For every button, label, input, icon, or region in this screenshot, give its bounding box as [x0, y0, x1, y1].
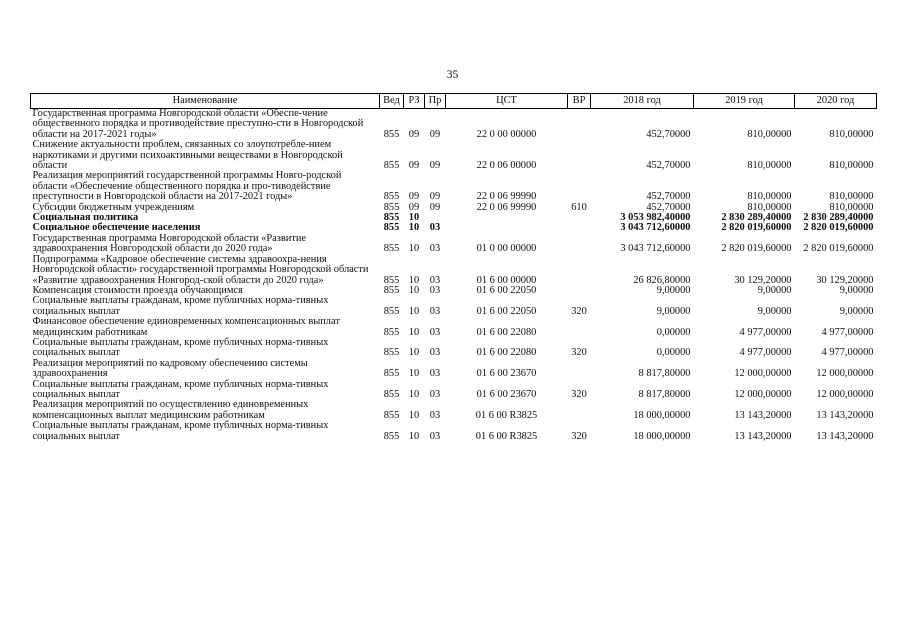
- row-amount-2018: 8 817,80000: [638, 388, 691, 400]
- row-amount-2020: 9,00000: [839, 305, 874, 317]
- row-amount-2019: 30 129,20000: [734, 274, 792, 286]
- row-pr: 03: [429, 284, 441, 296]
- row-ved: 855: [383, 284, 400, 296]
- header-cst: ЦСТ: [446, 94, 568, 109]
- row-pr: 03: [429, 243, 441, 255]
- row-vr: [568, 213, 591, 223]
- row-amount-2019: 4 977,00000: [739, 347, 792, 359]
- row-vr: [568, 140, 591, 171]
- row-rz: 10: [408, 274, 420, 286]
- row-amount-2019: 2 820 019,60000: [721, 222, 792, 234]
- row-name: Субсидии бюджетным учреждениям: [32, 201, 195, 213]
- row-vr: 320: [571, 430, 587, 442]
- header-pr: Пр: [425, 94, 446, 109]
- row-amount-2019: 9,00000: [757, 284, 792, 296]
- table-header-row: [31, 94, 877, 109]
- row-ved: 855: [383, 201, 400, 213]
- row-pr: 03: [429, 222, 441, 234]
- row-name: Государственная программа Новгородской области «Развитие здравоохранения Новгородской области до 2020 года»: [32, 232, 307, 255]
- row-pr: 03: [429, 430, 441, 442]
- row-ved: 855: [383, 191, 400, 203]
- page-number: 35: [446, 69, 459, 81]
- row-amount-2018: 3 043 712,60000: [620, 222, 691, 234]
- row-amount-2018: 452,70000: [646, 191, 691, 203]
- row-amount-2020: 810,00000: [829, 128, 874, 140]
- row-amount-2020: 2 820 019,60000: [803, 243, 874, 255]
- row-amount-2020: 810,00000: [829, 160, 874, 172]
- row-vr: [568, 359, 591, 380]
- row-ved: 855: [383, 222, 400, 234]
- row-amount-2019: 810,00000: [747, 191, 792, 203]
- row-vr: [568, 234, 591, 255]
- row-amount-2020: 12 000,00000: [816, 368, 874, 380]
- row-amount-2019: 810,00000: [747, 201, 792, 213]
- row-rz: 10: [408, 409, 420, 421]
- row-amount-2020: 13 143,20000: [816, 430, 874, 442]
- row-rz: 10: [408, 368, 420, 380]
- header-rz: РЗ: [404, 94, 425, 109]
- row-amount-2020: 4 977,00000: [821, 347, 874, 359]
- row-cst: 01 6 00 22050: [476, 284, 537, 296]
- row-name: Социальное обеспечение населения: [32, 222, 201, 234]
- row-amount-2019: 12 000,00000: [734, 388, 792, 400]
- row-amount-2020: 13 143,20000: [816, 409, 874, 421]
- row-pr: 09: [429, 160, 441, 172]
- header-2018: 2018 год: [591, 94, 694, 109]
- table-row: [31, 421, 877, 442]
- row-name: Социальные выплаты гражданам, кроме публичных норма-тивных социальных выплат: [32, 295, 329, 317]
- row-ved: 855: [383, 326, 400, 338]
- row-vr: [568, 255, 591, 286]
- row-cst: 01 6 00 22080: [476, 347, 537, 359]
- row-cst: 22 0 06 00000: [476, 160, 537, 172]
- row-amount-2019: 810,00000: [747, 160, 792, 172]
- table-row: [31, 234, 877, 255]
- table-row: [31, 380, 877, 401]
- row-ved: 855: [383, 347, 400, 359]
- row-amount-2020: 4 977,00000: [821, 326, 874, 338]
- table-row: [31, 255, 877, 286]
- row-rz: 10: [408, 222, 420, 234]
- row-amount-2018: 8 817,80000: [638, 368, 691, 380]
- row-rz: 09: [408, 191, 420, 203]
- header-ved: Вед: [380, 94, 404, 109]
- row-amount-2020: 9,00000: [839, 284, 874, 296]
- table-row: [31, 359, 877, 380]
- row-name: Социальные выплаты гражданам, кроме публичных норма-тивных социальных выплат: [32, 336, 329, 359]
- row-amount-2020: 30 129,20000: [816, 274, 874, 286]
- row-rz: 10: [408, 326, 420, 338]
- row-name: Снижение актуальности проблем, связанных со злоупотребле-нием наркотиками и другими психоактивными веществами в Новгородской области: [32, 139, 343, 172]
- row-pr: 09: [429, 201, 441, 213]
- header-vr: ВР: [568, 94, 591, 109]
- row-amount-2020: 2 820 019,60000: [803, 222, 874, 234]
- row-cst: 01 6 00 23670: [476, 388, 537, 400]
- row-amount-2020: 2 830 289,40000: [803, 212, 874, 224]
- row-amount-2018: 452,70000: [646, 201, 691, 213]
- row-rz: 10: [408, 284, 420, 296]
- table-row: [31, 338, 877, 359]
- row-rz: 09: [408, 201, 420, 213]
- row-cst: 01 0 00 00000: [476, 243, 537, 255]
- row-pr: 03: [429, 305, 441, 317]
- row-pr: 03: [429, 388, 441, 400]
- row-amount-2019: 2 830 289,40000: [721, 212, 792, 224]
- row-name: Государственная программа Новгородской области «Обеспе-чение общественного порядка и противодействие преступно-сти в Новгородской области на 2017-2021 годы»: [32, 108, 364, 140]
- row-ved: 855: [383, 274, 400, 286]
- row-pr: 03: [429, 409, 441, 421]
- row-vr: 610: [571, 201, 587, 213]
- row-name: Компенсация стоимости проезда обучающимся: [32, 284, 243, 296]
- row-vr: [568, 109, 591, 141]
- row-cst: 01 6 00 R3825: [475, 430, 538, 442]
- row-vr: [568, 171, 591, 202]
- row-ved: 855: [383, 160, 400, 172]
- table-row: [31, 317, 877, 338]
- row-name: Социальные выплаты гражданам, кроме публичных норма-тивных социальных выплат: [32, 378, 329, 400]
- row-amount-2018: 0,00000: [656, 347, 691, 359]
- row-ved: 855: [383, 128, 400, 140]
- row-vr: [568, 286, 591, 296]
- row-rz: 09: [408, 128, 420, 140]
- row-ved: 855: [383, 430, 400, 442]
- row-amount-2018: 452,70000: [646, 160, 691, 172]
- row-amount-2018: 0,00000: [656, 326, 691, 338]
- row-ved: 855: [383, 368, 400, 380]
- row-cst: 01 6 00 23670: [476, 368, 537, 380]
- row-rz: 10: [408, 430, 420, 442]
- header-2020: 2020 год: [795, 94, 877, 109]
- row-vr: [568, 223, 591, 233]
- row-amount-2018: 452,70000: [646, 128, 691, 140]
- budget-table: [30, 93, 877, 442]
- row-vr: 320: [571, 388, 587, 400]
- row-rz: 10: [408, 305, 420, 317]
- header-name: Наименование: [31, 94, 380, 109]
- row-amount-2019: 9,00000: [757, 305, 792, 317]
- row-ved: 855: [383, 388, 400, 400]
- row-ved: 855: [383, 409, 400, 421]
- row-pr: 09: [429, 191, 441, 203]
- table-row: [31, 400, 877, 421]
- row-pr: 09: [429, 128, 441, 140]
- row-vr: 320: [571, 347, 587, 359]
- row-cst: [446, 223, 568, 233]
- row-amount-2019: 810,00000: [747, 128, 792, 140]
- row-amount-2018: 18 000,00000: [633, 409, 691, 421]
- row-amount-2018: 9,00000: [656, 305, 691, 317]
- row-name: Социальная политика: [32, 212, 139, 224]
- row-amount-2018: 3 043 712,60000: [620, 243, 691, 255]
- row-rz: 09: [408, 160, 420, 172]
- row-cst: 22 0 00 00000: [476, 128, 537, 140]
- row-name: Реализация мероприятий по кадровому обеспечению системы здравоохранения: [32, 357, 308, 380]
- row-amount-2020: 810,00000: [829, 201, 874, 213]
- row-rz: 10: [408, 243, 420, 255]
- table-row: [31, 140, 877, 171]
- row-vr: 320: [571, 305, 587, 317]
- row-amount-2018: 3 053 982,40000: [620, 212, 691, 224]
- row-cst: 01 6 00 22080: [476, 326, 537, 338]
- row-amount-2019: 4 977,00000: [739, 326, 792, 338]
- table-row: [31, 296, 877, 317]
- row-ved: 855: [383, 212, 400, 224]
- row-rz: 10: [408, 347, 420, 359]
- row-pr: 03: [429, 368, 441, 380]
- row-cst: 22 0 06 99990: [476, 191, 537, 203]
- table-body: [31, 109, 877, 443]
- row-cst: 01 6 00 22050: [476, 305, 537, 317]
- row-amount-2019: 13 143,20000: [734, 409, 792, 421]
- row-name: Подпрограмма «Кадровое обеспечение системы здравоохра-нения Новгородской области» государственной программы Новгородской области «Развитие здравоохранения Новгород-ской области до 2020 года»: [32, 253, 369, 286]
- table-row: [31, 171, 877, 202]
- row-ved: 855: [383, 243, 400, 255]
- row-ved: 855: [383, 305, 400, 317]
- row-pr: 03: [429, 326, 441, 338]
- row-cst: 01 6 00 R3825: [475, 409, 538, 421]
- row-vr: [568, 317, 591, 338]
- row-vr: [568, 400, 591, 421]
- row-amount-2020: 12 000,00000: [816, 388, 874, 400]
- row-amount-2019: 12 000,00000: [734, 368, 792, 380]
- row-amount-2019: 2 820 019,60000: [721, 243, 792, 255]
- row-rz: 10: [408, 388, 420, 400]
- row-amount-2020: 810,00000: [829, 191, 874, 203]
- row-pr: 03: [429, 274, 441, 286]
- row-amount-2019: 13 143,20000: [734, 430, 792, 442]
- row-name: Реализация мероприятий государственной программы Новго-родской области «Обеспечение общественного порядка и про-тиводействие преступности в Новгородской области на 2017-2021 годы»: [32, 170, 342, 203]
- row-amount-2018: 18 000,00000: [633, 430, 691, 442]
- row-cst: 22 0 06 99990: [476, 201, 537, 213]
- row-cst: 01 6 00 00000: [476, 274, 537, 286]
- row-name: Социальные выплаты гражданам, кроме публичных норма-тивных социальных выплат: [32, 420, 329, 442]
- row-name: Реализация мероприятий по осуществлению единовременных компенсационных выплат медицинским работникам: [32, 399, 309, 421]
- row-cst: [446, 213, 568, 223]
- row-rz: 10: [408, 212, 420, 224]
- table-row: [31, 109, 877, 141]
- header-2019: 2019 год: [694, 94, 795, 109]
- row-amount-2018: 26 826,80000: [633, 274, 691, 286]
- row-pr: 03: [429, 347, 441, 359]
- row-name: Финансовое обеспечение единовременных компенсационных выплат медицинским работникам: [32, 316, 340, 338]
- row-amount-2018: 9,00000: [656, 284, 691, 296]
